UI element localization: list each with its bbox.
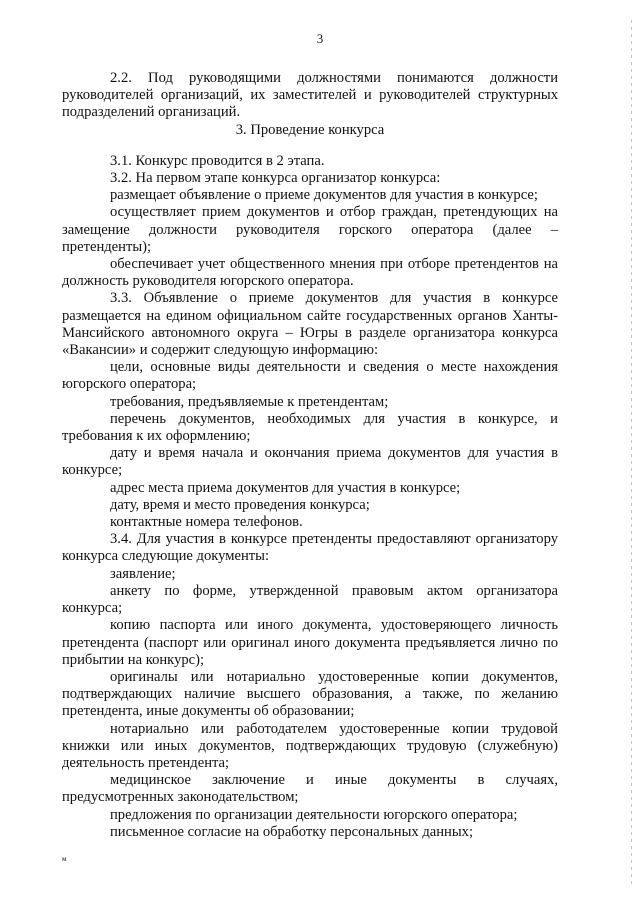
paragraph-2-2: 2.2. Под руководящими должностями понимаются должности руководителей организаций, их заместителей и руководителей структурных подразделений организаций. (62, 70, 558, 121)
paragraph: адрес места приема документов для участия в конкурсе; (110, 479, 461, 496)
paragraph: медицинское заключение и иные документы в случаях, предусмотренных законодательством; (62, 772, 558, 806)
scan-edge-line (631, 20, 632, 885)
paragraph: цели, основные виды деятельности и сведения о месте нахождения югорского оператора; (62, 359, 558, 393)
paragraph: осуществляет прием документов и отбор граждан, претендующих на замещение должности руководителя горского оператора (далее – претенденты); (62, 204, 558, 255)
paragraph: обеспечивает учет общественного мнения при отборе претендентов на должность руководителя югорского оператора. (62, 256, 558, 290)
section-title: 3. Проведение конкурса (235, 121, 385, 138)
paragraph: анкету по форме, утвержденной правовым актом организатора конкурса; (62, 582, 558, 617)
spacer (62, 139, 558, 153)
paragraph: копию паспорта или иного документа, удостоверяющего личность претендента (паспорт или оригинал иного документа предъявляется лично по прибытии на конкурс); (62, 617, 558, 668)
paragraph: дату, время и место проведения конкурса; (110, 496, 370, 513)
paragraph: оригиналы или нотариально удостоверенные копии документов, подтверждающих наличие высшего образования, а также, по желанию претендента, иные документы об образовании; (62, 668, 558, 720)
paragraph: 3.2. На первом этапе конкурса организатор конкурса: (110, 170, 441, 187)
paragraph: предложения по организации деятельности югорского оператора; (110, 806, 518, 823)
footer-code: м (62, 855, 67, 863)
paragraph: контактные номера телефонов. (110, 514, 303, 531)
paragraph: перечень документов, необходимых для участия в конкурсе, и требования к их оформлению; (62, 410, 558, 445)
page-number: 3 (316, 31, 324, 46)
paragraph: заявление; (110, 565, 176, 582)
paragraph: письменное согласие на обработку персональных данных; (110, 823, 473, 840)
paragraph: нотариально или работодателем удостоверенные копии трудовой книжки или иных документов, подтверждающих трудовую (служебную) деятельность претендента; (62, 720, 558, 771)
paragraph-list (62, 153, 558, 841)
paragraph: размещает объявление о приеме документов для участия в конкурсе; (110, 187, 538, 204)
paragraph: дату и время начала и окончания приема документов для участия в конкурсе; (62, 445, 558, 479)
paragraph: 3.3. Объявление о приеме документов для участия в конкурсе размещается на едином официальном сайте государственных органов Ханты-Мансийского автономного округа – Югры в разделе организатора конкурса «Вакансии» и содержит следующую информацию: (62, 290, 558, 359)
paragraph: 3.1. Конкурс проводится в 2 этапа. (110, 152, 325, 169)
document-body (62, 70, 558, 841)
paragraph: требования, предъявляемые к претендентам; (110, 393, 389, 410)
paragraph: 3.4. Для участия в конкурсе претенденты предоставляют организатору конкурса следующие документы: (62, 531, 558, 565)
